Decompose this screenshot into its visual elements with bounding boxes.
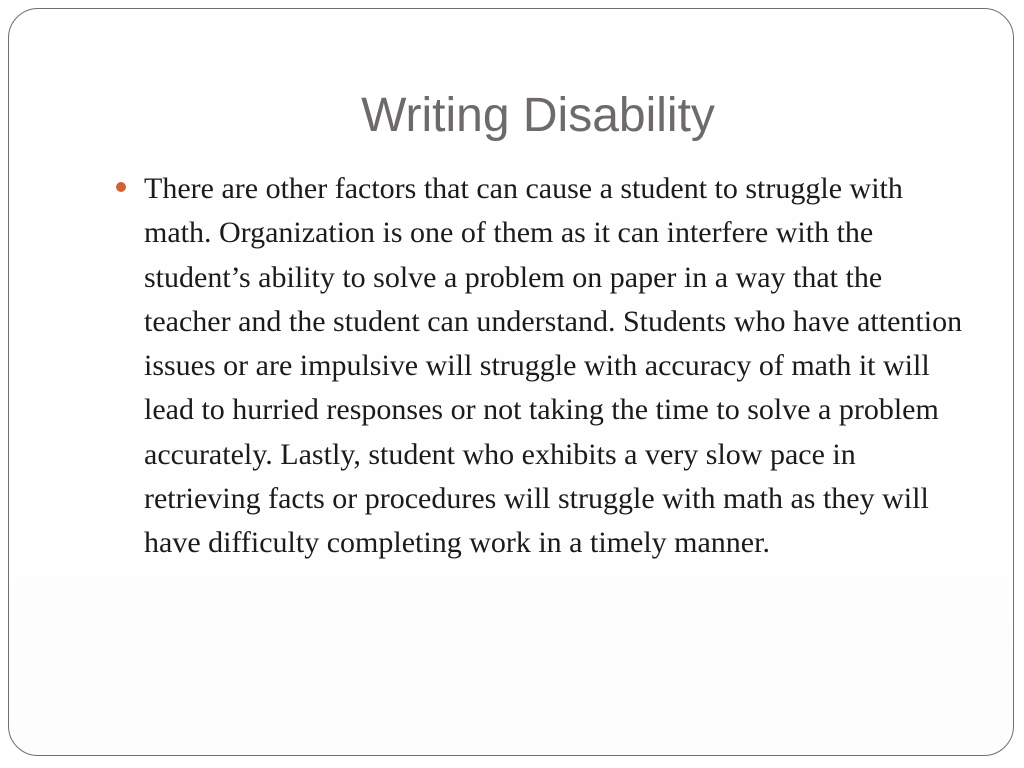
bullet-dot-icon — [116, 182, 126, 192]
slide-title: Writing Disability — [361, 89, 715, 142]
slide-content — [116, 167, 966, 566]
bullet-item — [116, 167, 966, 566]
bullet-text: There are other factors that can cause a student to struggle with math. Organization is one of them as it can interfere with the student’s ability to solve a problem on paper in a way that the teacher and the student can understand. Students who have attention issues or are impulsive will struggle with accuracy of math it will lead to hurried responses or not taking the time to solve a problem accurately. Lastly, student who exhibits a very slow pace in retrieving facts or procedures will struggle with math as they will have difficulty completing work in a timely manner. — [144, 172, 963, 560]
